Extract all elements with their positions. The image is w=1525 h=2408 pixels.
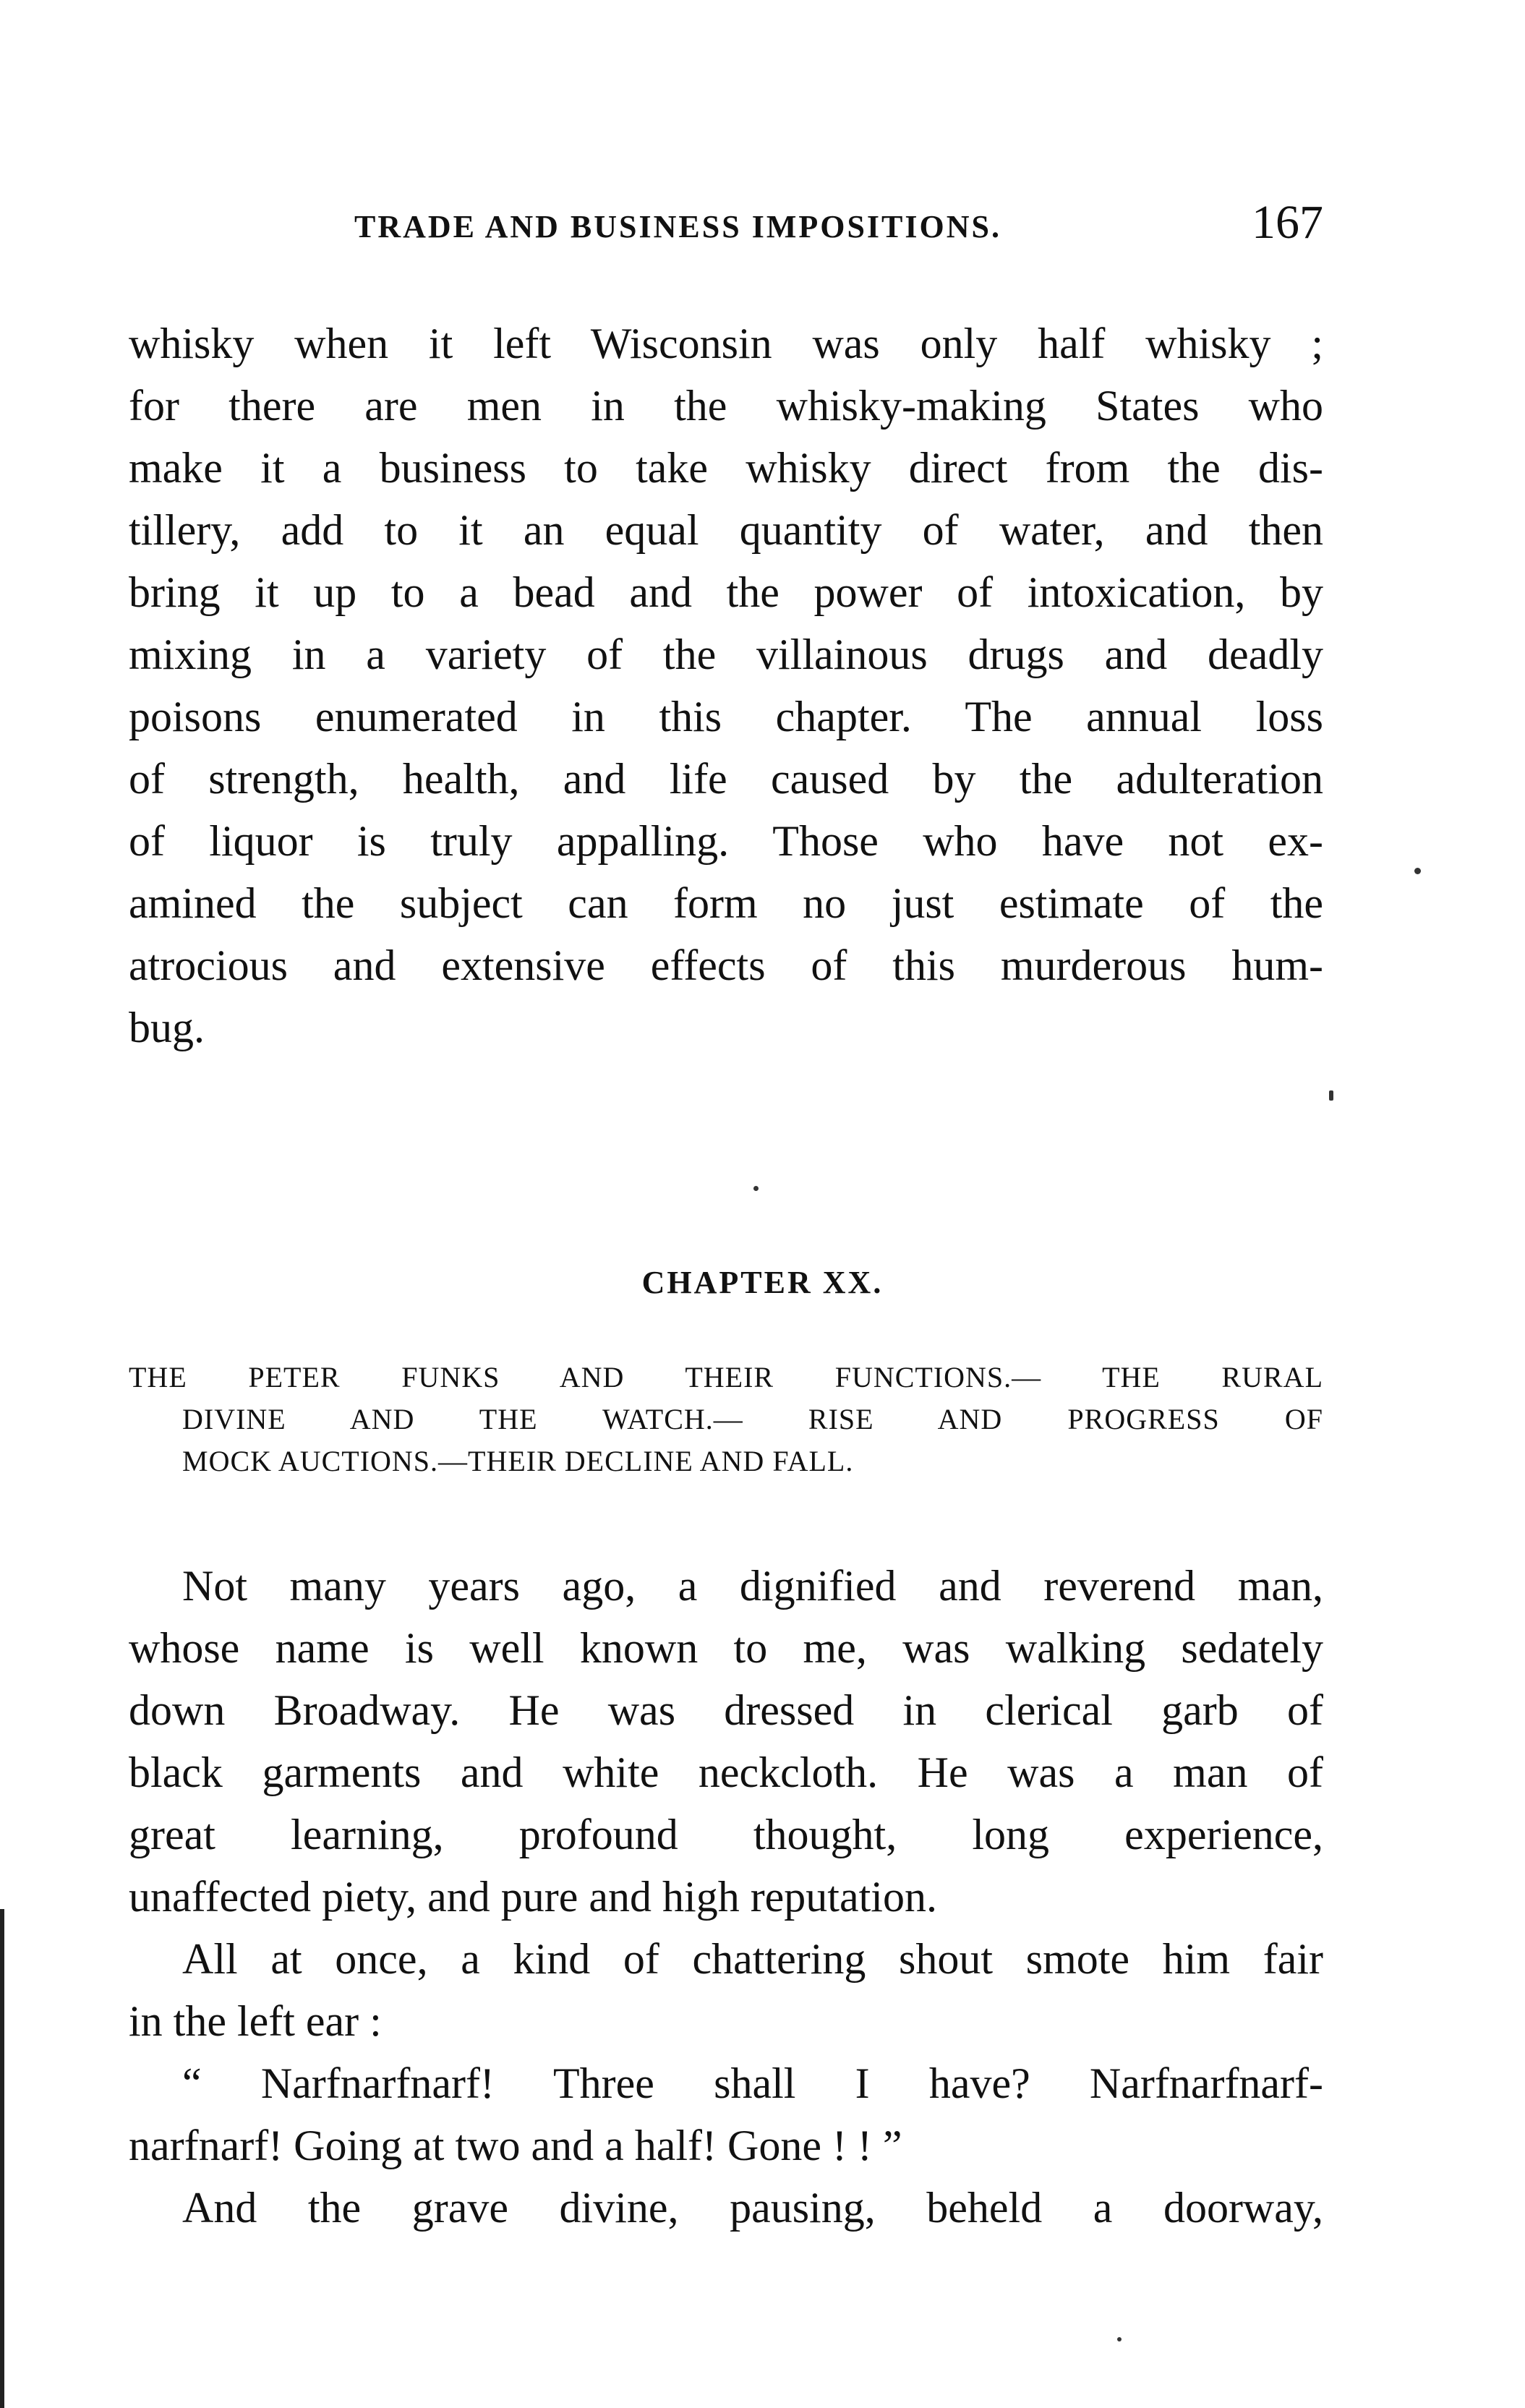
text-line: narfnarf! Going at two and a half! Gone ! ! ”: [129, 2122, 902, 2169]
text-line: amined the subject can form no just estimate of the: [129, 879, 1323, 927]
chapter-heading: CHAPTER XX.: [641, 1265, 884, 1300]
text-line: atrocious and extensive effects of this murderous hum-: [129, 942, 1323, 989]
text-line: whisky when it left Wisconsin was only half whisky ;: [129, 320, 1323, 367]
text-line: down Broadway. He was dressed in clerical garb of: [129, 1686, 1323, 1734]
running-title: TRADE AND BUSINESS IMPOSITIONS.: [354, 209, 1001, 244]
scan-speck: [1414, 868, 1421, 874]
text-line: whose name is well known to me, was walking sedately: [129, 1624, 1323, 1672]
scan-speck: [1329, 1090, 1333, 1101]
chapter-synopsis: [129, 1357, 1323, 1482]
scan-margin-edge: [0, 1909, 4, 2408]
text-line: tillery, add to it an equal quantity of water, and then: [129, 506, 1323, 554]
text-line: mixing in a variety of the villainous drugs and deadly: [129, 631, 1323, 678]
scan-speck: [1117, 2337, 1122, 2341]
text-line: “ Narfnarfnarf! Three shall I have? Narfnarfnarf-: [182, 2059, 1323, 2107]
text-line: of strength, health, and life caused by the adulteration: [129, 755, 1323, 803]
paragraph-continued: [129, 312, 1323, 1059]
text-line: in the left ear :: [129, 1997, 382, 2045]
text-line: of liquor is truly appalling. Those who have not ex-: [129, 817, 1323, 865]
text-line: for there are men in the whisky-making States who: [129, 382, 1323, 430]
text-line: All at once, a kind of chattering shout smote him fair: [182, 1935, 1323, 1983]
text-line: make it a business to take whisky direct from the dis-: [129, 444, 1323, 492]
text-line: unaffected piety, and pure and high reputation.: [129, 1873, 937, 1921]
text-line: black garments and white neckcloth. He was a man of: [129, 1749, 1323, 1796]
scan-speck: [753, 1186, 759, 1191]
chapter-body: [129, 1555, 1323, 2239]
synopsis-line: MOCK AUCTIONS.—THEIR DECLINE AND FALL.: [182, 1445, 854, 1477]
text-line: great learning, profound thought, long experience,: [129, 1811, 1323, 1858]
text-line: Not many years ago, a dignified and reverend man,: [182, 1562, 1323, 1610]
text-line: poisons enumerated in this chapter. The annual loss: [129, 693, 1323, 740]
running-head: [354, 195, 1323, 260]
text-line: bring it up to a bead and the power of intoxication, by: [129, 568, 1323, 616]
page-number: 167: [1252, 196, 1323, 249]
text-line: And the grave divine, pausing, beheld a doorway,: [182, 2184, 1323, 2232]
synopsis-line: THE PETER FUNKS AND THEIR FUNCTIONS.— THE RURAL: [129, 1361, 1323, 1393]
text-line: bug.: [129, 1004, 205, 1051]
synopsis-line: DIVINE AND THE WATCH.— RISE AND PROGRESS OF: [182, 1403, 1323, 1435]
